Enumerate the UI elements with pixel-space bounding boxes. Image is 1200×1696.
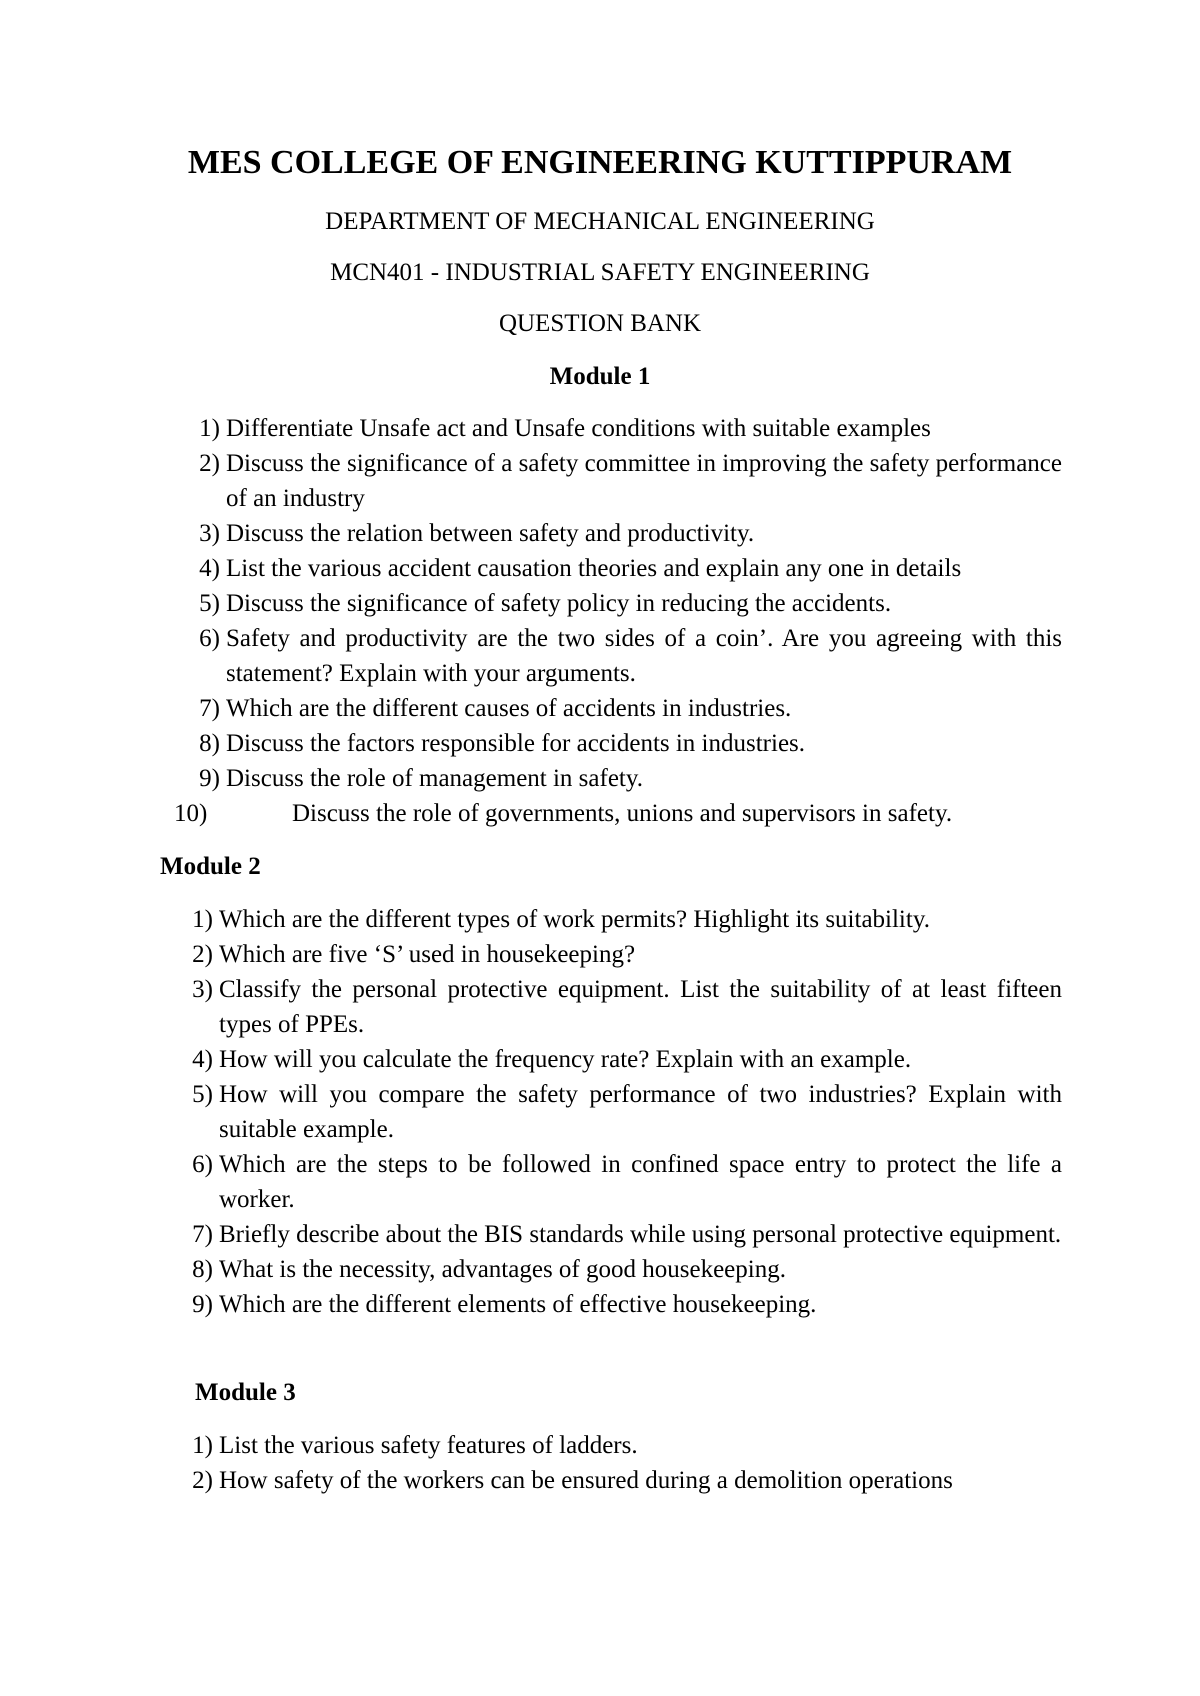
question-item — [199, 726, 1062, 761]
question-number: 5) — [192, 1081, 213, 1108]
question-number: 1) — [199, 415, 220, 442]
question-text: List the various safety features of ladders. — [219, 1432, 638, 1459]
question-item — [199, 516, 1062, 551]
question-text: Which are the steps to be followed in confined space entry to protect the life a worker. — [219, 1151, 1062, 1213]
question-number: 2) — [192, 1467, 213, 1494]
question-text: Classify the personal protective equipment. List the suitability of at least fifteen types of PPEs. — [219, 976, 1062, 1038]
question-item — [192, 972, 1062, 1042]
question-text: Which are the different elements of effective housekeeping. — [219, 1291, 817, 1318]
question-number: 9) — [199, 765, 220, 792]
question-item — [192, 1463, 1062, 1498]
question-text: Which are five ‘S’ used in housekeeping? — [219, 941, 636, 968]
question-number: 7) — [192, 1221, 213, 1248]
question-item — [192, 902, 1062, 937]
question-number: 8) — [192, 1256, 213, 1283]
module-3-question-list — [192, 1428, 1062, 1498]
question-number: 10) — [174, 800, 208, 827]
question-item — [192, 1428, 1062, 1463]
course-title: MCN401 - INDUSTRIAL SAFETY ENGINEERING — [330, 259, 870, 286]
question-item — [199, 691, 1062, 726]
question-number: 1) — [192, 1432, 213, 1459]
question-item — [199, 446, 1062, 516]
question-item — [199, 586, 1062, 621]
question-text: Discuss the relation between safety and productivity. — [226, 520, 755, 547]
question-item — [199, 411, 1062, 446]
question-item — [192, 1147, 1062, 1217]
question-text: Briefly describe about the BIS standards while using personal protective equipment. — [219, 1221, 1062, 1248]
question-number: 3) — [192, 976, 213, 1003]
question-number: 5) — [199, 590, 220, 617]
question-number: 6) — [199, 625, 220, 652]
question-number: 2) — [199, 450, 220, 477]
department-name: DEPARTMENT OF MECHANICAL ENGINEERING — [325, 208, 875, 235]
question-text: Discuss the role of management in safety. — [226, 765, 644, 792]
module-1-heading: Module 1 — [549, 363, 651, 390]
question-text: How safety of the workers can be ensured during a demolition operations — [219, 1467, 953, 1494]
question-number: 3) — [199, 520, 220, 547]
question-number: 4) — [199, 555, 220, 582]
question-text: Discuss the significance of a safety committee in improving the safety performance of an industry — [226, 450, 1062, 512]
document-type: QUESTION BANK — [498, 310, 702, 337]
question-item — [199, 761, 1062, 796]
question-number: 4) — [192, 1046, 213, 1073]
question-item — [192, 937, 1062, 972]
question-number: 7) — [199, 695, 220, 722]
question-text: Which are the different causes of accidents in industries. — [226, 695, 792, 722]
question-item — [199, 621, 1062, 691]
question-text: Safety and productivity are the two sides of a coin’. Are you agreeing with this statement? Explain with your arguments. — [226, 625, 1062, 687]
module-2-question-list — [192, 902, 1062, 1322]
question-text: Discuss the factors responsible for accidents in industries. — [226, 730, 806, 757]
question-number: 1) — [192, 906, 213, 933]
module-2-heading: Module 2 — [160, 853, 261, 880]
question-number: 9) — [192, 1291, 213, 1318]
question-number: 2) — [192, 941, 213, 968]
question-item — [192, 1042, 1062, 1077]
question-text: How will you calculate the frequency rate? Explain with an example. — [219, 1046, 912, 1073]
question-number: 6) — [192, 1151, 213, 1178]
question-text: What is the necessity, advantages of good housekeeping. — [219, 1256, 786, 1283]
question-text: Differentiate Unsafe act and Unsafe conditions with suitable examples — [226, 415, 931, 442]
question-item — [192, 1287, 1062, 1322]
module-3-heading: Module 3 — [195, 1379, 296, 1406]
question-text: Discuss the significance of safety policy in reducing the accidents. — [226, 590, 892, 617]
question-item — [174, 796, 1062, 831]
question-number: 8) — [199, 730, 220, 757]
question-text: Discuss the role of governments, unions and supervisors in safety. — [292, 800, 953, 827]
college-title: MES COLLEGE OF ENGINEERING KUTTIPPURAM — [187, 144, 1013, 181]
module-1-question-list — [174, 411, 1062, 831]
question-item — [192, 1217, 1062, 1252]
question-item — [199, 551, 1062, 586]
question-text: How will you compare the safety performance of two industries? Explain with suitable example. — [219, 1081, 1062, 1143]
question-text: List the various accident causation theories and explain any one in details — [226, 555, 962, 582]
question-text: Which are the different types of work permits? Highlight its suitability. — [219, 906, 930, 933]
question-item — [192, 1252, 1062, 1287]
question-item — [192, 1077, 1062, 1147]
